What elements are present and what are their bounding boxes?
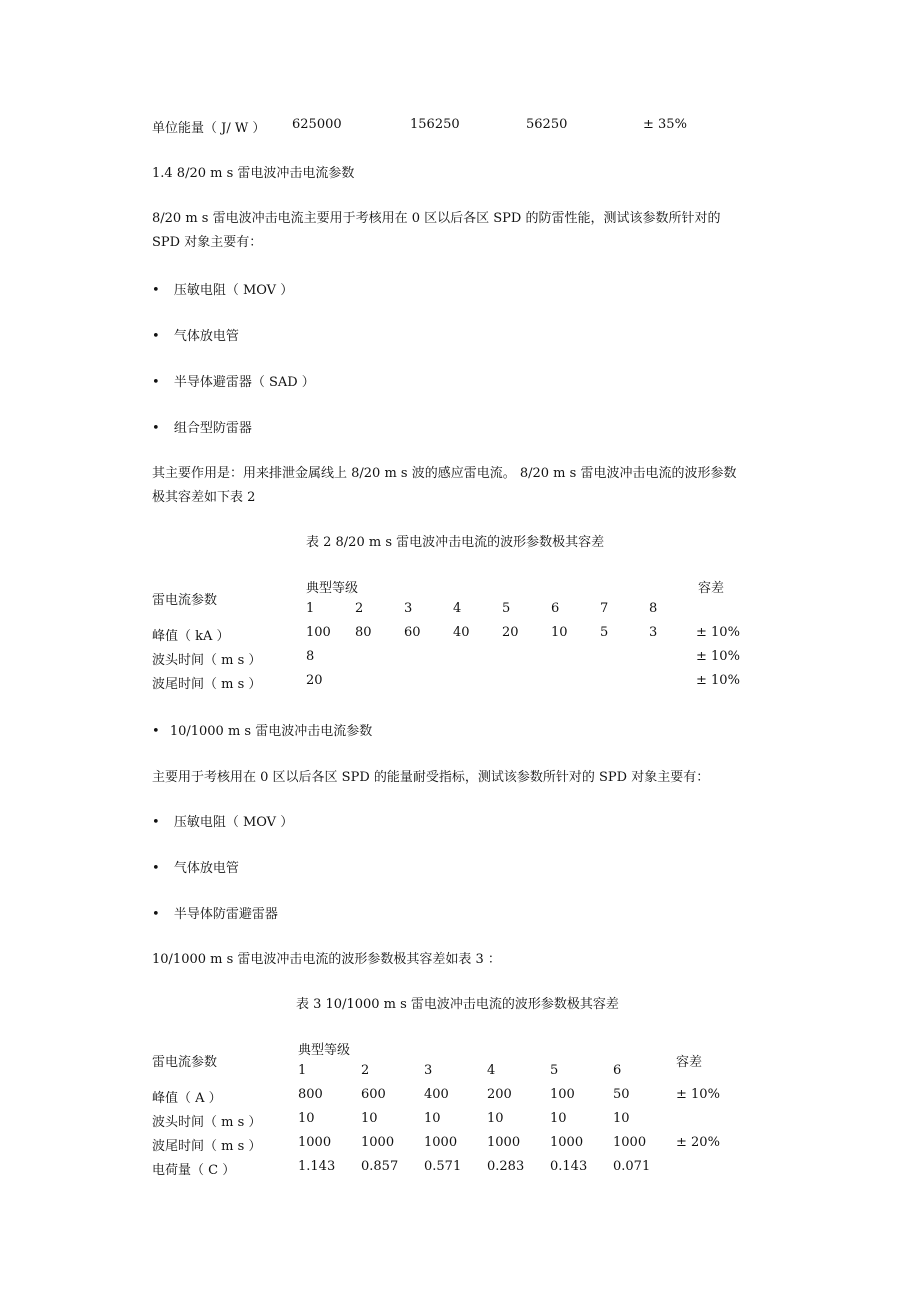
- table-cell: 1000: [550, 1135, 584, 1150]
- table-cell: 10: [361, 1111, 378, 1126]
- table-level-cell: 7: [600, 601, 609, 616]
- energy-row-label: 单位能量（ J/ W ）: [152, 121, 266, 136]
- list-item-text: 组合型防雷器: [173, 421, 252, 436]
- table-level-cell: 6: [613, 1063, 622, 1078]
- table-level-cell: 8: [649, 601, 658, 616]
- table-level-cell: 3: [424, 1063, 433, 1078]
- table-cell: 5: [600, 625, 609, 640]
- paragraph-line: 10/1000 m s 雷电波冲击电流的波形参数极其容差如表 3 ：: [152, 952, 501, 967]
- bullet-icon: •: [152, 283, 160, 298]
- bullet-icon: •: [152, 375, 160, 390]
- list-item: [152, 811, 293, 830]
- table-cell: 10: [487, 1111, 504, 1126]
- energy-tolerance: ± 35%: [643, 117, 687, 132]
- section-heading: 10/1000 m s 雷电波冲击电流参数: [169, 724, 373, 739]
- list-item-text: 半导体防雷避雷器: [173, 907, 278, 922]
- table-header-param: 雷电流参数: [152, 593, 218, 608]
- table-level-cell: 2: [355, 601, 364, 616]
- table-cell: 10: [424, 1111, 441, 1126]
- table-level-cell: 5: [502, 601, 511, 616]
- list-item: [152, 279, 293, 298]
- table-level-cell: 4: [453, 601, 462, 616]
- table-cell: 0.857: [361, 1159, 399, 1174]
- table-level-cell: 5: [550, 1063, 559, 1078]
- table-tolerance-cell: ± 20%: [676, 1135, 720, 1150]
- list-item: [152, 417, 252, 436]
- table-cell: 0.571: [424, 1159, 462, 1174]
- table-cell: 1.143: [298, 1159, 336, 1174]
- table-level-cell: 4: [487, 1063, 496, 1078]
- table-level-cell: 1: [306, 601, 315, 616]
- table-row-label: 波头时间（ m s ）: [152, 653, 262, 668]
- table-cell: 10: [550, 1111, 567, 1126]
- paragraph-line: 其主要作用是：用来排泄金属线上 8/20 m s 波的感应雷电流。 8/20 m s 雷电波冲击电流的波形参数: [152, 466, 737, 481]
- table-cell: 1000: [487, 1135, 521, 1150]
- table-row-label: 波尾时间（ m s ）: [152, 677, 262, 692]
- table-level-cell: 1: [298, 1063, 307, 1078]
- table-cell: 20: [502, 625, 519, 640]
- table-row-label: 峰值（ kA ）: [152, 629, 230, 644]
- table-row-label: 峰值（ A ）: [152, 1091, 222, 1106]
- list-item-text: 压敏电阻（ MOV ）: [173, 283, 294, 298]
- section-heading: 1.4 8/20 m s 雷电波冲击电流参数: [152, 166, 355, 181]
- table-cell: 1000: [613, 1135, 647, 1150]
- table-cell: 20: [306, 673, 323, 688]
- table-cell: 10: [613, 1111, 630, 1126]
- table-tolerance-cell: ± 10%: [696, 673, 740, 688]
- table-cell: 1000: [298, 1135, 332, 1150]
- table-cell: 400: [424, 1087, 449, 1102]
- paragraph-line: 主要用于考核用在 0 区以后各区 SPD 的能量耐受指标，测试该参数所针对的 SPD 对象主要有：: [152, 770, 710, 785]
- list-item: [152, 720, 372, 739]
- table-header-tolerance: 容差: [676, 1055, 703, 1070]
- table-cell: 40: [453, 625, 470, 640]
- bullet-icon: •: [152, 907, 160, 922]
- list-item: [152, 903, 278, 922]
- paragraph-line: SPD 对象主要有：: [152, 235, 263, 250]
- table-header-tolerance: 容差: [698, 581, 725, 596]
- energy-value-2: 156250: [410, 117, 460, 132]
- energy-value-1: 625000: [292, 117, 342, 132]
- paragraph-line: 8/20 m s 雷电波冲击电流主要用于考核用在 0 区以后各区 SPD 的防雷性能，测试该参数所针对的: [152, 211, 721, 226]
- table-level-cell: 3: [404, 601, 413, 616]
- list-item: [152, 857, 239, 876]
- table-caption: 表 3 10/1000 m s 雷电波冲击电流的波形参数极其容差: [296, 997, 619, 1012]
- table-level-cell: 6: [551, 601, 560, 616]
- table-caption: 表 2 8/20 m s 雷电波冲击电流的波形参数极其容差: [306, 535, 605, 550]
- list-item-text: 压敏电阻（ MOV ）: [173, 815, 294, 830]
- table-cell: 1000: [424, 1135, 458, 1150]
- table-cell: 10: [551, 625, 568, 640]
- table-row-label: 波头时间（ m s ）: [152, 1115, 262, 1130]
- table-cell: 1000: [361, 1135, 395, 1150]
- table-cell: 10: [298, 1111, 315, 1126]
- list-item-text: 气体放电管: [173, 329, 239, 344]
- bullet-icon: •: [152, 861, 160, 876]
- list-item: [152, 371, 315, 390]
- paragraph-line: 极其容差如下表 2: [152, 490, 256, 505]
- table-tolerance-cell: ± 10%: [696, 649, 740, 664]
- list-item-text: 半导体避雷器（ SAD ）: [173, 375, 315, 390]
- table-cell: 50: [613, 1087, 630, 1102]
- table-cell: 0.283: [487, 1159, 525, 1174]
- table-cell: 80: [355, 625, 372, 640]
- table-cell: 600: [361, 1087, 386, 1102]
- table-cell: 100: [306, 625, 331, 640]
- table-cell: 0.143: [550, 1159, 588, 1174]
- table-tolerance-cell: ± 10%: [676, 1087, 720, 1102]
- table-level-cell: 2: [361, 1063, 370, 1078]
- table-header-param: 雷电流参数: [152, 1055, 218, 1070]
- table-cell: 0.071: [613, 1159, 651, 1174]
- list-item-text: 气体放电管: [173, 861, 239, 876]
- table-row-label: 电荷量（ C ）: [152, 1163, 236, 1178]
- table-cell: 200: [487, 1087, 512, 1102]
- table-cell: 3: [649, 625, 658, 640]
- table-cell: 100: [550, 1087, 575, 1102]
- energy-value-3: 56250: [526, 117, 568, 132]
- list-item: [152, 325, 239, 344]
- bullet-icon: •: [152, 815, 160, 830]
- table-tolerance-cell: ± 10%: [696, 625, 740, 640]
- table-header-level: 典型等级: [306, 581, 359, 596]
- bullet-icon: •: [152, 724, 160, 739]
- table-cell: 800: [298, 1087, 323, 1102]
- table-cell: 8: [306, 649, 315, 664]
- table-header-level: 典型等级: [298, 1043, 351, 1058]
- bullet-icon: •: [152, 329, 160, 344]
- bullet-icon: •: [152, 421, 160, 436]
- table-row-label: 波尾时间（ m s ）: [152, 1139, 262, 1154]
- table-cell: 60: [404, 625, 421, 640]
